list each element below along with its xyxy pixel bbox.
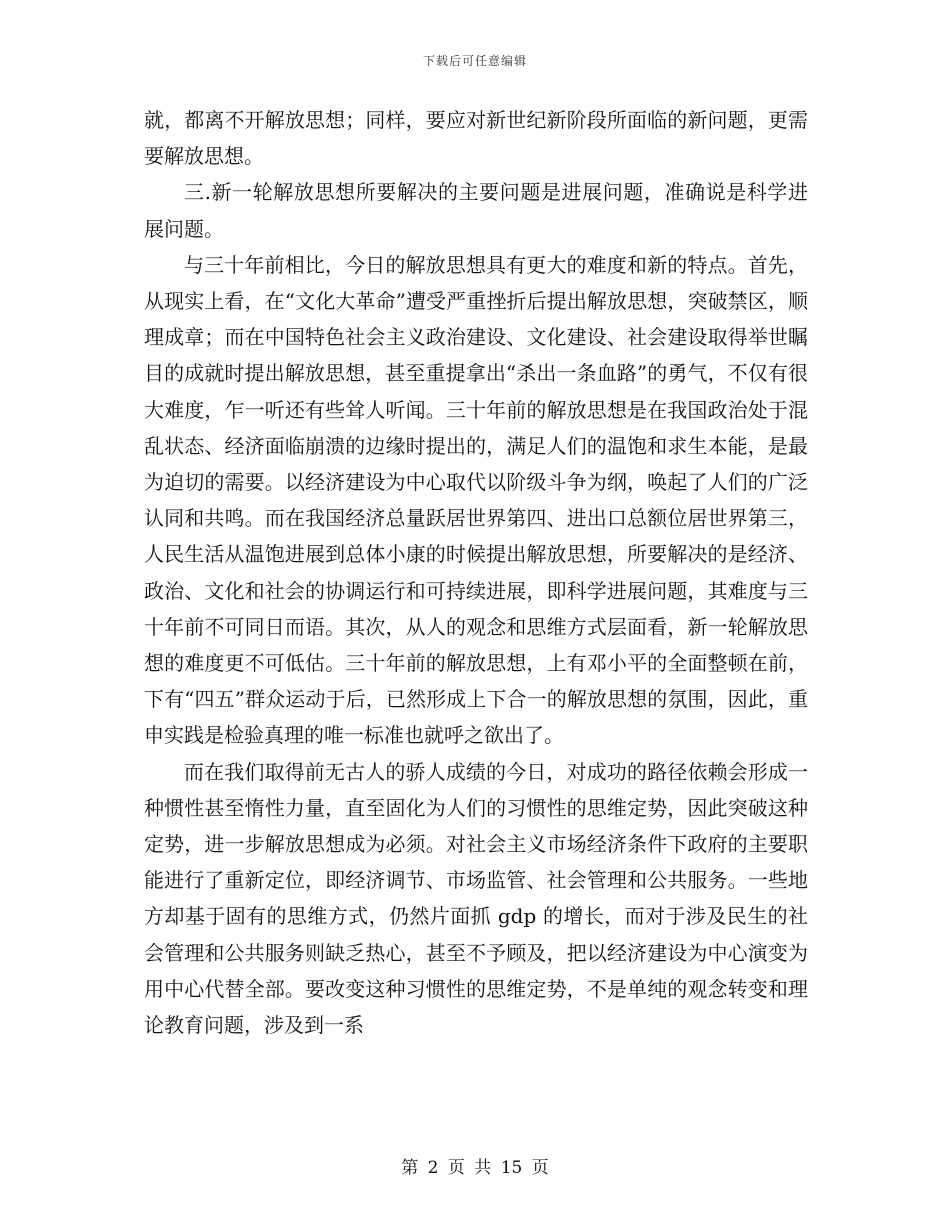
document-body: [144, 102, 808, 1043]
paragraph-1: 就，都离不开解放思想；同样，要应对新世纪新阶段所面临的新问题，更需要解放思想。: [144, 108, 808, 169]
paragraph-2: 三.新一轮解放思想所要解决的主要问题是进展问题，准确说是科学进展问题。: [144, 180, 808, 241]
paragraph-4: 而在我们取得前无古人的骄人成绩的今日，对成功的路径依赖会形成一种惯性甚至惰性力量，直至固化为人们的习惯性的思维定势，因此突破这种定势，进一步解放思想成为必须。对社会主义市场经济条件下政府的主要职能进行了重新定位，即经济调节、市场监管、社会管理和公共服务。一些地方却基于固有的思维方式，仍然片面抓 gdp 的增长，而对于涉及民生的社会管理和公共服务则缺乏热心，甚至不予顾及，把以经济建设为中心演变为用中心代替全部。要改变这种习惯性的思维定势，不是单纯的观念转变和理论教育问题，涉及到一系: [144, 759, 808, 1038]
paragraph-3: 与三十年前相比，今日的解放思想具有更大的难度和新的特点。首先，从现实上看，在“文化大革命”遭受严重挫折后提出解放思想，突破禁区，顺理成章；而在中国特色社会主义政治建设、文化建设、社会建设取得举世瞩目的成就时提出解放思想，甚至重提拿出“杀出一条血路”的勇气，不仅有很大难度，乍一听还有些耸人听闻。三十年前的解放思想是在我国政治处于混乱状态、经济面临崩溃的边缘时提出的，满足人们的温饱和求生本能，是最为迫切的需要。以经济建设为中心取代以阶级斗争为纲，唤起了人们的广泛认同和共鸣。而在我国经济总量跃居世界第四、进出口总额位居世界第三，人民生活从温饱进展到总体小康的时候提出解放思想，所要解决的是经济、政治、文化和社会的协调运行和可持续进展，即科学进展问题，其难度与三十年前不可同日而语。其次，从人的观念和思维方式层面看，新一轮解放思想的难度更不可低估。三十年前的解放思想，上有邓小平的全面整顿在前，下有“四五”群众运动于后，已然形成上下合一的解放思想的氛围，因此，重申实践是检验真理的唯一标准也就呼之欲出了。: [144, 252, 808, 748]
page-header: 下载后可任意编辑: [422, 54, 527, 68]
page-number-footer: 第 2 页 共 15 页: [401, 1158, 549, 1178]
